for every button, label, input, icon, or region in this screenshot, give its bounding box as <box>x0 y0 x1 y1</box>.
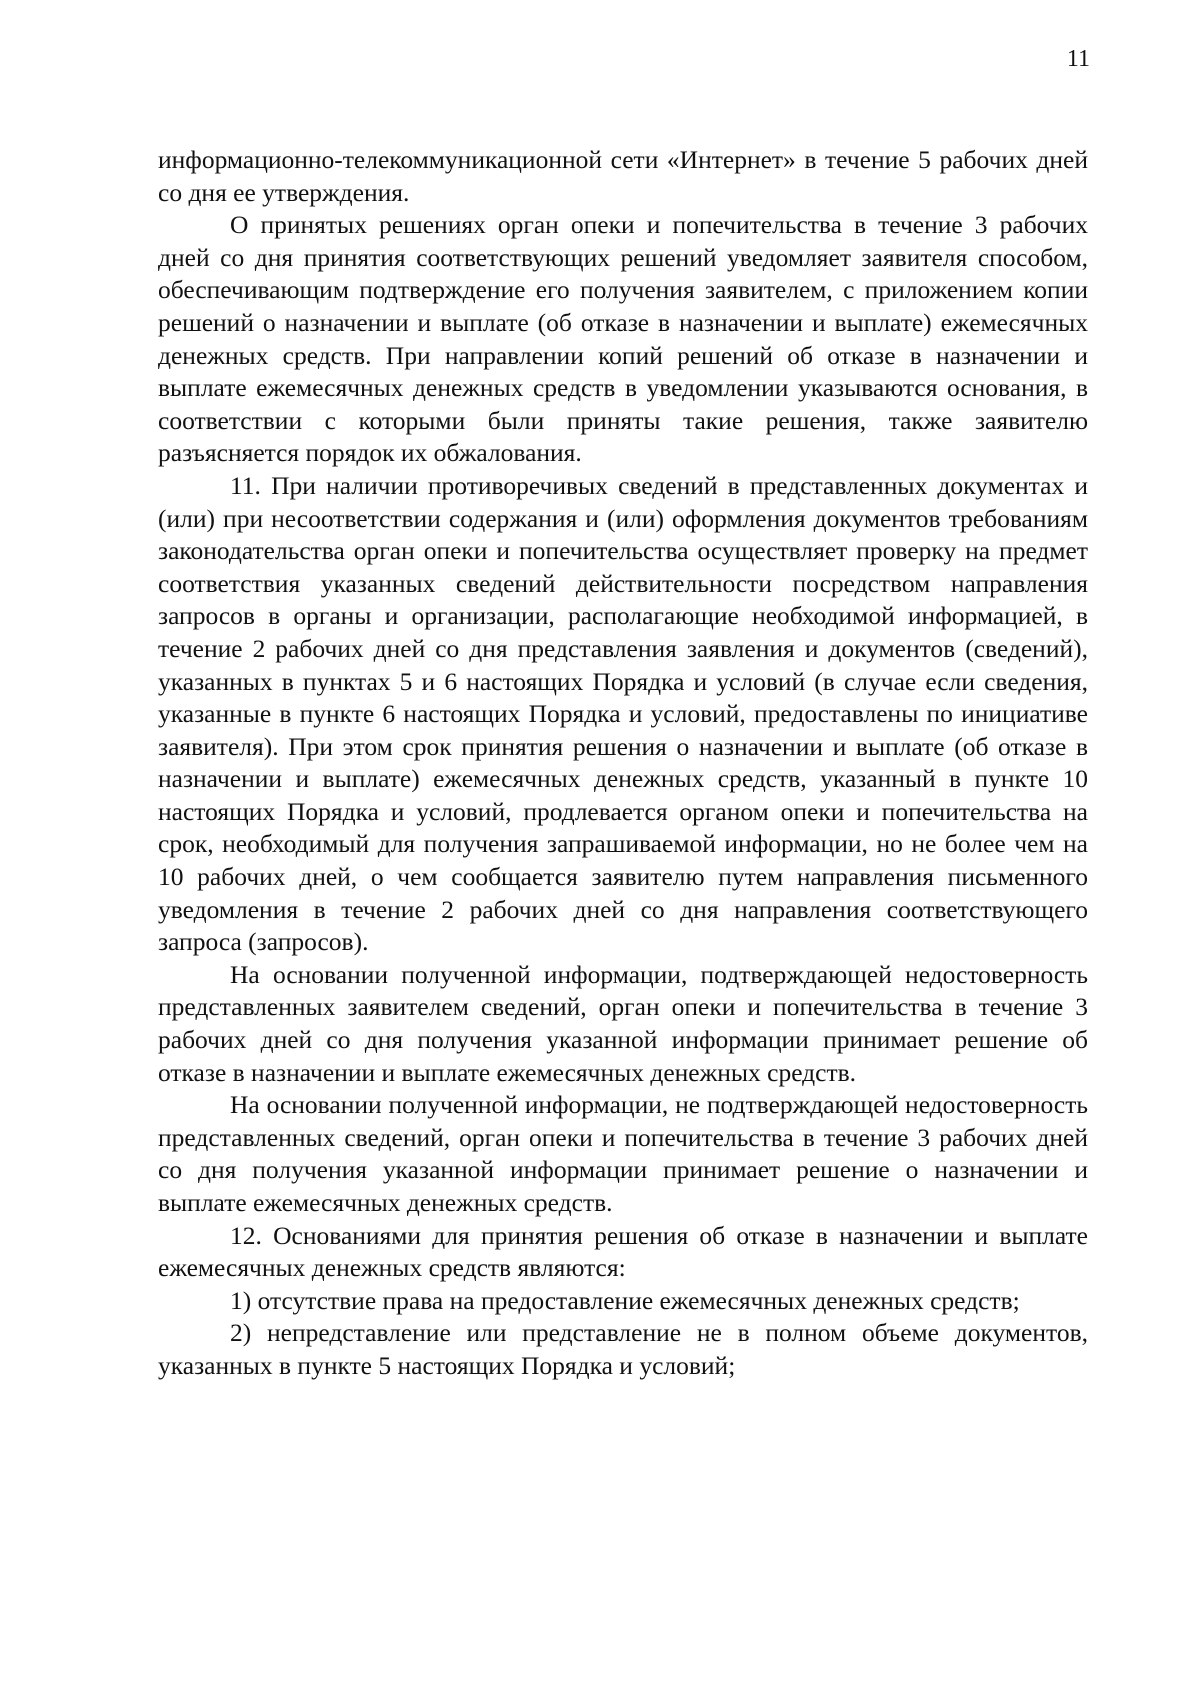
list-item-1: 1) отсутствие права на предоставление ежемесячных денежных средств; <box>230 1285 1020 1315</box>
list-item-2: 2) непредставление или представление не в полном объеме документов, указанных в пункте 5 настоящих Порядка и условий; <box>158 1318 1088 1380</box>
document-body <box>158 144 1088 1383</box>
paragraph-notification: О принятых решениях орган опеки и попечительства в течение 3 рабочих дней со дня принятия соответствующих решений уведомляет заявителя способом, обеспечивающим подтверждение его получения заявителем, с приложением копии решений о назначении и выплате (об отказе в назначении и выплате) ежемесячных денежных средств. При направлении копий решений об отказе в назначении и выплате ежемесячных денежных средств в уведомлении указываются основания, в соответствии с которыми были приняты такие решения, также заявителю разъясняется порядок их обжалования. <box>158 210 1088 468</box>
paragraph-item-12: 12. Основаниями для принятия решения об отказе в назначении и выплате ежемесячных денежных средств являются: <box>158 1220 1088 1283</box>
paragraph-approval-basis: На основании полученной информации, не подтверждающей недостоверность представленных сведений, орган опеки и попечительства в течение 3 рабочих дней со дня получения указанной информации принимает решение о назначении и выплате ежемесячных денежных средств. <box>158 1090 1088 1217</box>
page-number: 11 <box>1066 46 1090 72</box>
paragraph-item-11: 11. При наличии противоречивых сведений в представленных документах и (или) при несоответствии содержания и (или) оформления документов требованиям законодательства орган опеки и попечительства осуществляет проверку на предмет соответствия указанных сведений действительности посредством направления запросов в органы и организации, располагающие необходимой информацией, в течение 2 рабочих дней со дня представления заявления и документов (сведений), указанных в пунктах 5 и 6 настоящих Порядка и условий (в случае если сведения, указанные в пункте 6 настоящих Порядка и условий, предоставлены по инициативе заявителя). При этом срок принятия решения о назначении и выплате (об отказе в назначении и выплате) ежемесячных денежных средств, указанный в пункте 10 настоящих Порядка и условий, продлевается органом опеки и попечительства на срок, необходимый для получения запрашиваемой информации, но не более чем на 10 рабочих дней, о чем сообщается заявителю путем направления письменного уведомления в течение 2 рабочих дней со дня направления соответствующего запроса (запросов). <box>158 470 1088 957</box>
paragraph-refusal-basis: На основании полученной информации, подтверждающей недостоверность представленных заявителем сведений, орган опеки и попечительства в течение 3 рабочих дней со дня получения указанной информации принимает решение об отказе в назначении и выплате ежемесячных денежных средств. <box>158 959 1088 1087</box>
paragraph-continuation: информационно-телекоммуникационной сети «Интернет» в течение 5 рабочих дней со дня ее утверждения. <box>158 145 1088 207</box>
